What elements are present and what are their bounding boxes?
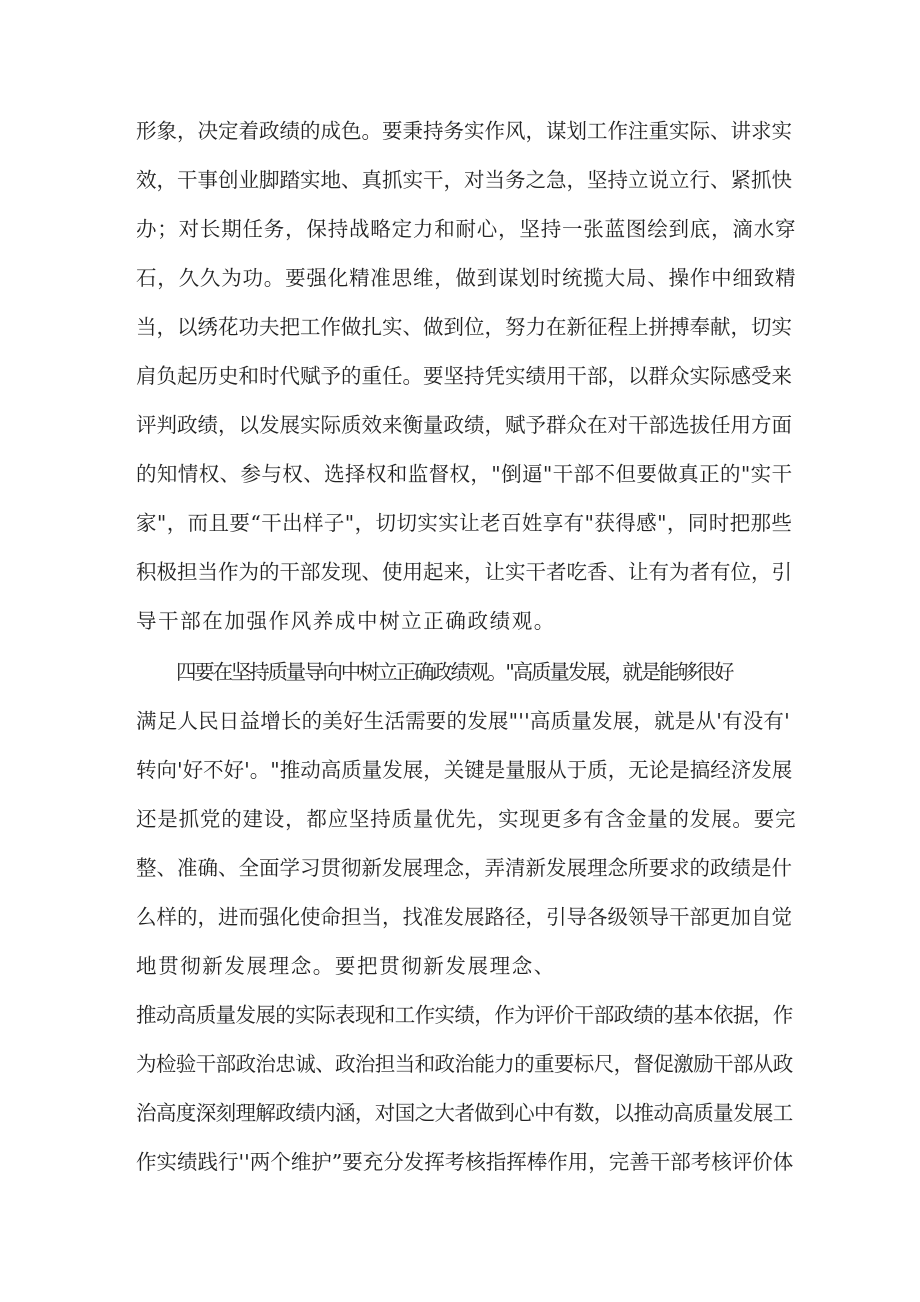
text-line: 家"，而且要“干出样子"，切切实实让老百姓享有"获得感"，同时把那些 (136, 511, 793, 535)
text-line: 推动高质量发展的实际表现和工作实绩，作为评价干部政绩的基本依据，作 (136, 1003, 793, 1027)
text-line: 整、准确、全面学习贯彻新发展理念，弄清新发展理念所要求的政绩是什 (136, 856, 792, 880)
text-line: 作实绩践行''两个维护”要充分发挥考核指挥棒作用，完善干部考核评价体 (136, 1150, 794, 1174)
text-line: 石，久久为功。要强化精准思维，做到谋划时统揽大局、操作中细致精 (136, 266, 797, 290)
text-line: 转向'好不好'。"推动高质量发展，关键是量服从于质，无论是搞经济发展 (136, 758, 793, 782)
text-line: 肩负起历史和时代赋予的重任。要坚持凭实绩用干部，以群众实际感受来 (136, 364, 792, 388)
text-line: 还是抓党的建设，都应坚持质量优先，实现更多有含金量的发展。要完 (136, 807, 797, 831)
text-line: 的知情权、参与权、选择权和监督权，"倒逼"干部不但要做真正的"实干 (136, 462, 793, 486)
text-line: 积极担当作为的干部发现、使用起来，让实干者吃香、让有为者有位，引 (136, 560, 792, 584)
text-line: 效，干事创业脚踏实地、真抓实干，对当务之急，坚持立说立行、紧抓快 (136, 168, 792, 192)
text-line: 形象，决定着政绩的成色。要秉持务实作风，谋划工作注重实际、讲求实 (136, 119, 792, 143)
text-line: 办；对长期任务，保持战略定力和耐心，坚持一张蓝图绘到底，滴水穿 (136, 217, 797, 241)
text-line: 地贯彻新发展理念。要把贯彻新发展理念、 (136, 954, 556, 978)
text-line: 么样的，进而强化使命担当，找准发展路径，引导各级领导干部更加自觉 (136, 905, 792, 929)
paragraph-heading-line: 四要在坚持质量导向中树立正确政绩观。"高质量发展，就是能够很好 (176, 660, 733, 684)
text-line: 治高度深刻理解政绩内涵，对国之大者做到心中有数，以推动高质量发展工 (136, 1101, 793, 1125)
text-line: 满足人民日益增长的美好生活需要的发展"''高质量发展，就是从'有没有' (136, 709, 790, 733)
text-line: 评判政绩，以发展实际质效来衡量政绩，赋予群众在对干部选拔任用方面 (136, 413, 792, 437)
text-line: 当，以绣花功夫把工作做扎实、做到位，努力在新征程上拼搏奉献，切实 (136, 315, 792, 339)
text-line: 导干部在加强作风养成中树立正确政绩观。 (136, 609, 556, 633)
text-line: 为检验干部政治忠诚、政治担当和政治能力的重要标尺，督促激励干部从政 (136, 1052, 793, 1076)
